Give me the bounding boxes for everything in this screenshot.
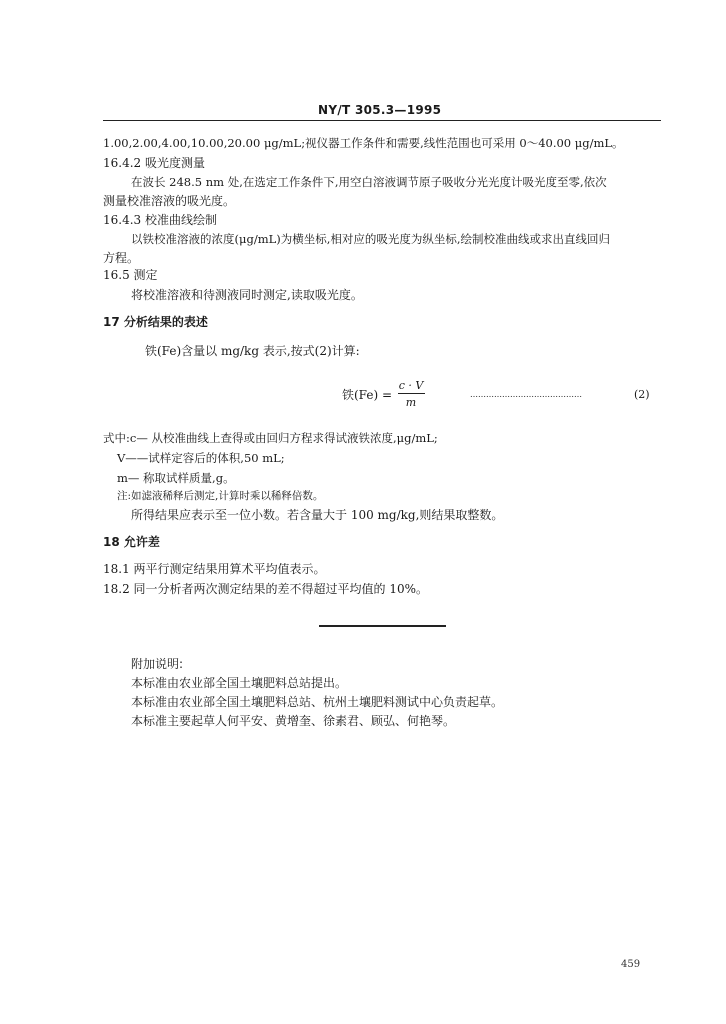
section-heading: 17 分析结果的表述 — [103, 315, 208, 329]
section-heading: 16.4.2 吸光度测量 — [103, 156, 205, 170]
end-rule — [319, 625, 446, 627]
text-line: 18.2 同一分析者两次测定结果的差不得超过平均值的 10%。 — [103, 582, 429, 596]
appendix-line: 本标准由农业部全国土壤肥料总站、杭州土壤肥料测试中心负责起草。 — [131, 695, 504, 709]
text-line: 1.00,2.00,4.00,10.00,20.00 μg/mL;视仪器工作条件和需要,线性范围也可采用 0～40.00 μg/mL。 — [103, 136, 624, 150]
fraction-bar — [398, 393, 425, 394]
section-heading: 16.4.3 校准曲线绘制 — [103, 213, 217, 227]
text-line: 方程。 — [103, 251, 140, 265]
formula-denominator: m — [405, 396, 417, 409]
text-line: 所得结果应表示至一位小数。若含量大于 100 mg/kg,则结果取整数。 — [131, 508, 504, 522]
text-line: 式中:c— 从校准曲线上查得或由回归方程求得试液铁浓度,μg/mL; — [103, 431, 438, 445]
section-heading: 16.5 测定 — [103, 268, 158, 282]
appendix-line: 本标准由农业部全国土壤肥料总站提出。 — [131, 676, 348, 690]
formula-lhs: 铁(Fe) = — [342, 388, 393, 402]
text-line: m— 称取试样质量,g。 — [117, 471, 235, 485]
formula-leader-dots: …………………………………… — [470, 390, 582, 399]
appendix-line: 本标准主要起草人何平安、黄增奎、徐素君、顾弘、何艳琴。 — [131, 714, 456, 728]
text-line: 测量校准溶液的吸光度。 — [103, 194, 236, 208]
text-line: 18.1 两平行测定结果用算术平均值表示。 — [103, 562, 326, 576]
text-line: V——试样定容后的体积,50 mL; — [117, 451, 285, 465]
note-line: 注:如滤液稀释后测定,计算时乘以稀释倍数。 — [117, 490, 324, 502]
section-heading: 18 允许差 — [103, 535, 160, 549]
page-number: 459 — [621, 959, 641, 970]
text-line: 在波长 248.5 nm 处,在选定工作条件下,用空白溶液调节原子吸收分光光度计吸光度至零,依次 — [131, 175, 607, 189]
text-line: 将校准溶液和待测液同时测定,读取吸光度。 — [131, 288, 363, 302]
standard-header: NY/T 305.3—1995 — [318, 103, 442, 117]
header-rule — [103, 120, 661, 121]
formula-numerator: c · V — [398, 379, 424, 392]
formula-number: (2) — [634, 388, 650, 401]
text-line: 以铁校准溶液的浓度(μg/mL)为横坐标,相对应的吸光度为纵坐标,绘制校准曲线或求出直线回归 — [131, 232, 611, 246]
text-line: 铁(Fe)含量以 mg/kg 表示,按式(2)计算: — [145, 344, 360, 358]
appendix-title: 附加说明: — [131, 657, 184, 671]
